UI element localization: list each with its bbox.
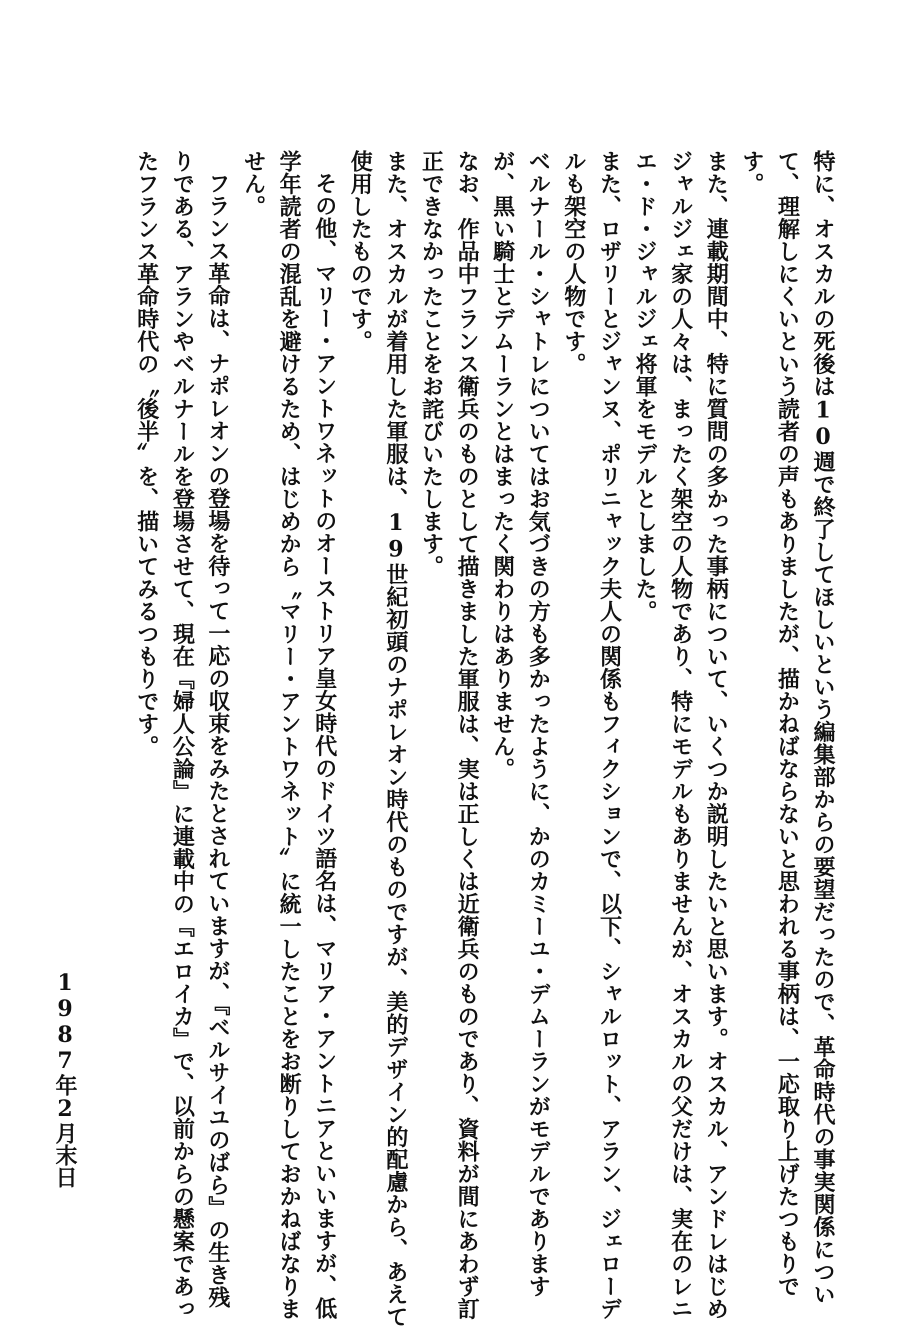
paragraph-3: また、ロザリーとジャンヌ、ポリニャック夫人の関係もフィクションで、以下、シャルロット、アラン、ジェローデルも架空の人物です。 <box>560 150 623 1320</box>
paragraph-2: また、連載期間中、特に質問の多かった事柄について、いくつか説明したいと思います。オスカル、アンドレはじめジャルジェ家の人々は、まったく架空の人物であり、特にモデルもありませんが、オスカルの父だけは、実在のレニエ・ド・ジャルジェ将軍をモデルとしました。 <box>632 150 730 1320</box>
paragraph-6: また、オスカルが着用した軍服は、19世紀初頭のナポレオン時代のものですが、美的デザイン的配慮から、あえて使用したものです。 <box>347 150 409 1328</box>
date-signature: 1987年2月末日 <box>52 970 78 1188</box>
paragraph-4: ベルナール・シャトレについてはお気づきの方も多かったように、かのカミーユ・デムーランがモデルでありますが、黒い騎士とデムーランとはまったく関わりはありません。 <box>489 150 552 1298</box>
paragraph-5: なお、作品中フランス衛兵のものとして描きました軍服は、実は正しくは近衛兵のものであり、資料が間にあわず訂正できなかったことをお詫びいたします。 <box>418 150 481 1320</box>
paragraph-8: フランス革命は、ナポレオンの登場を待って一応の収束をみたとされていますが、『ベルサイユのばら』の生き残りである、アランやベルナールを登場させて、現在『婦人公論』に連載中の『エロイカ』で、以前からの懸案であったフランス革命時代の〝後半〟を、描いてみるつもりです。 <box>133 150 231 1320</box>
paragraph-7: その他、マリー・アントワネットのオーストリア皇女時代のドイツ語名は、マリア・アントニアといいますが、低学年読者の混乱を避けるため、はじめから〝マリー・アントワネット〟に統一したことをお断りしておかねばなりません。 <box>240 150 338 1320</box>
paragraph-1: 特に、オスカルの死後は10週で終了してほしいという編集部からの要望だったので、革命時代の事実関係について、理解しにくいという読者の声もありましたが、描かねばならないと思われる事柄は、一応取り上げたつもりです。 <box>738 150 836 1306</box>
article-body <box>98 150 840 1330</box>
